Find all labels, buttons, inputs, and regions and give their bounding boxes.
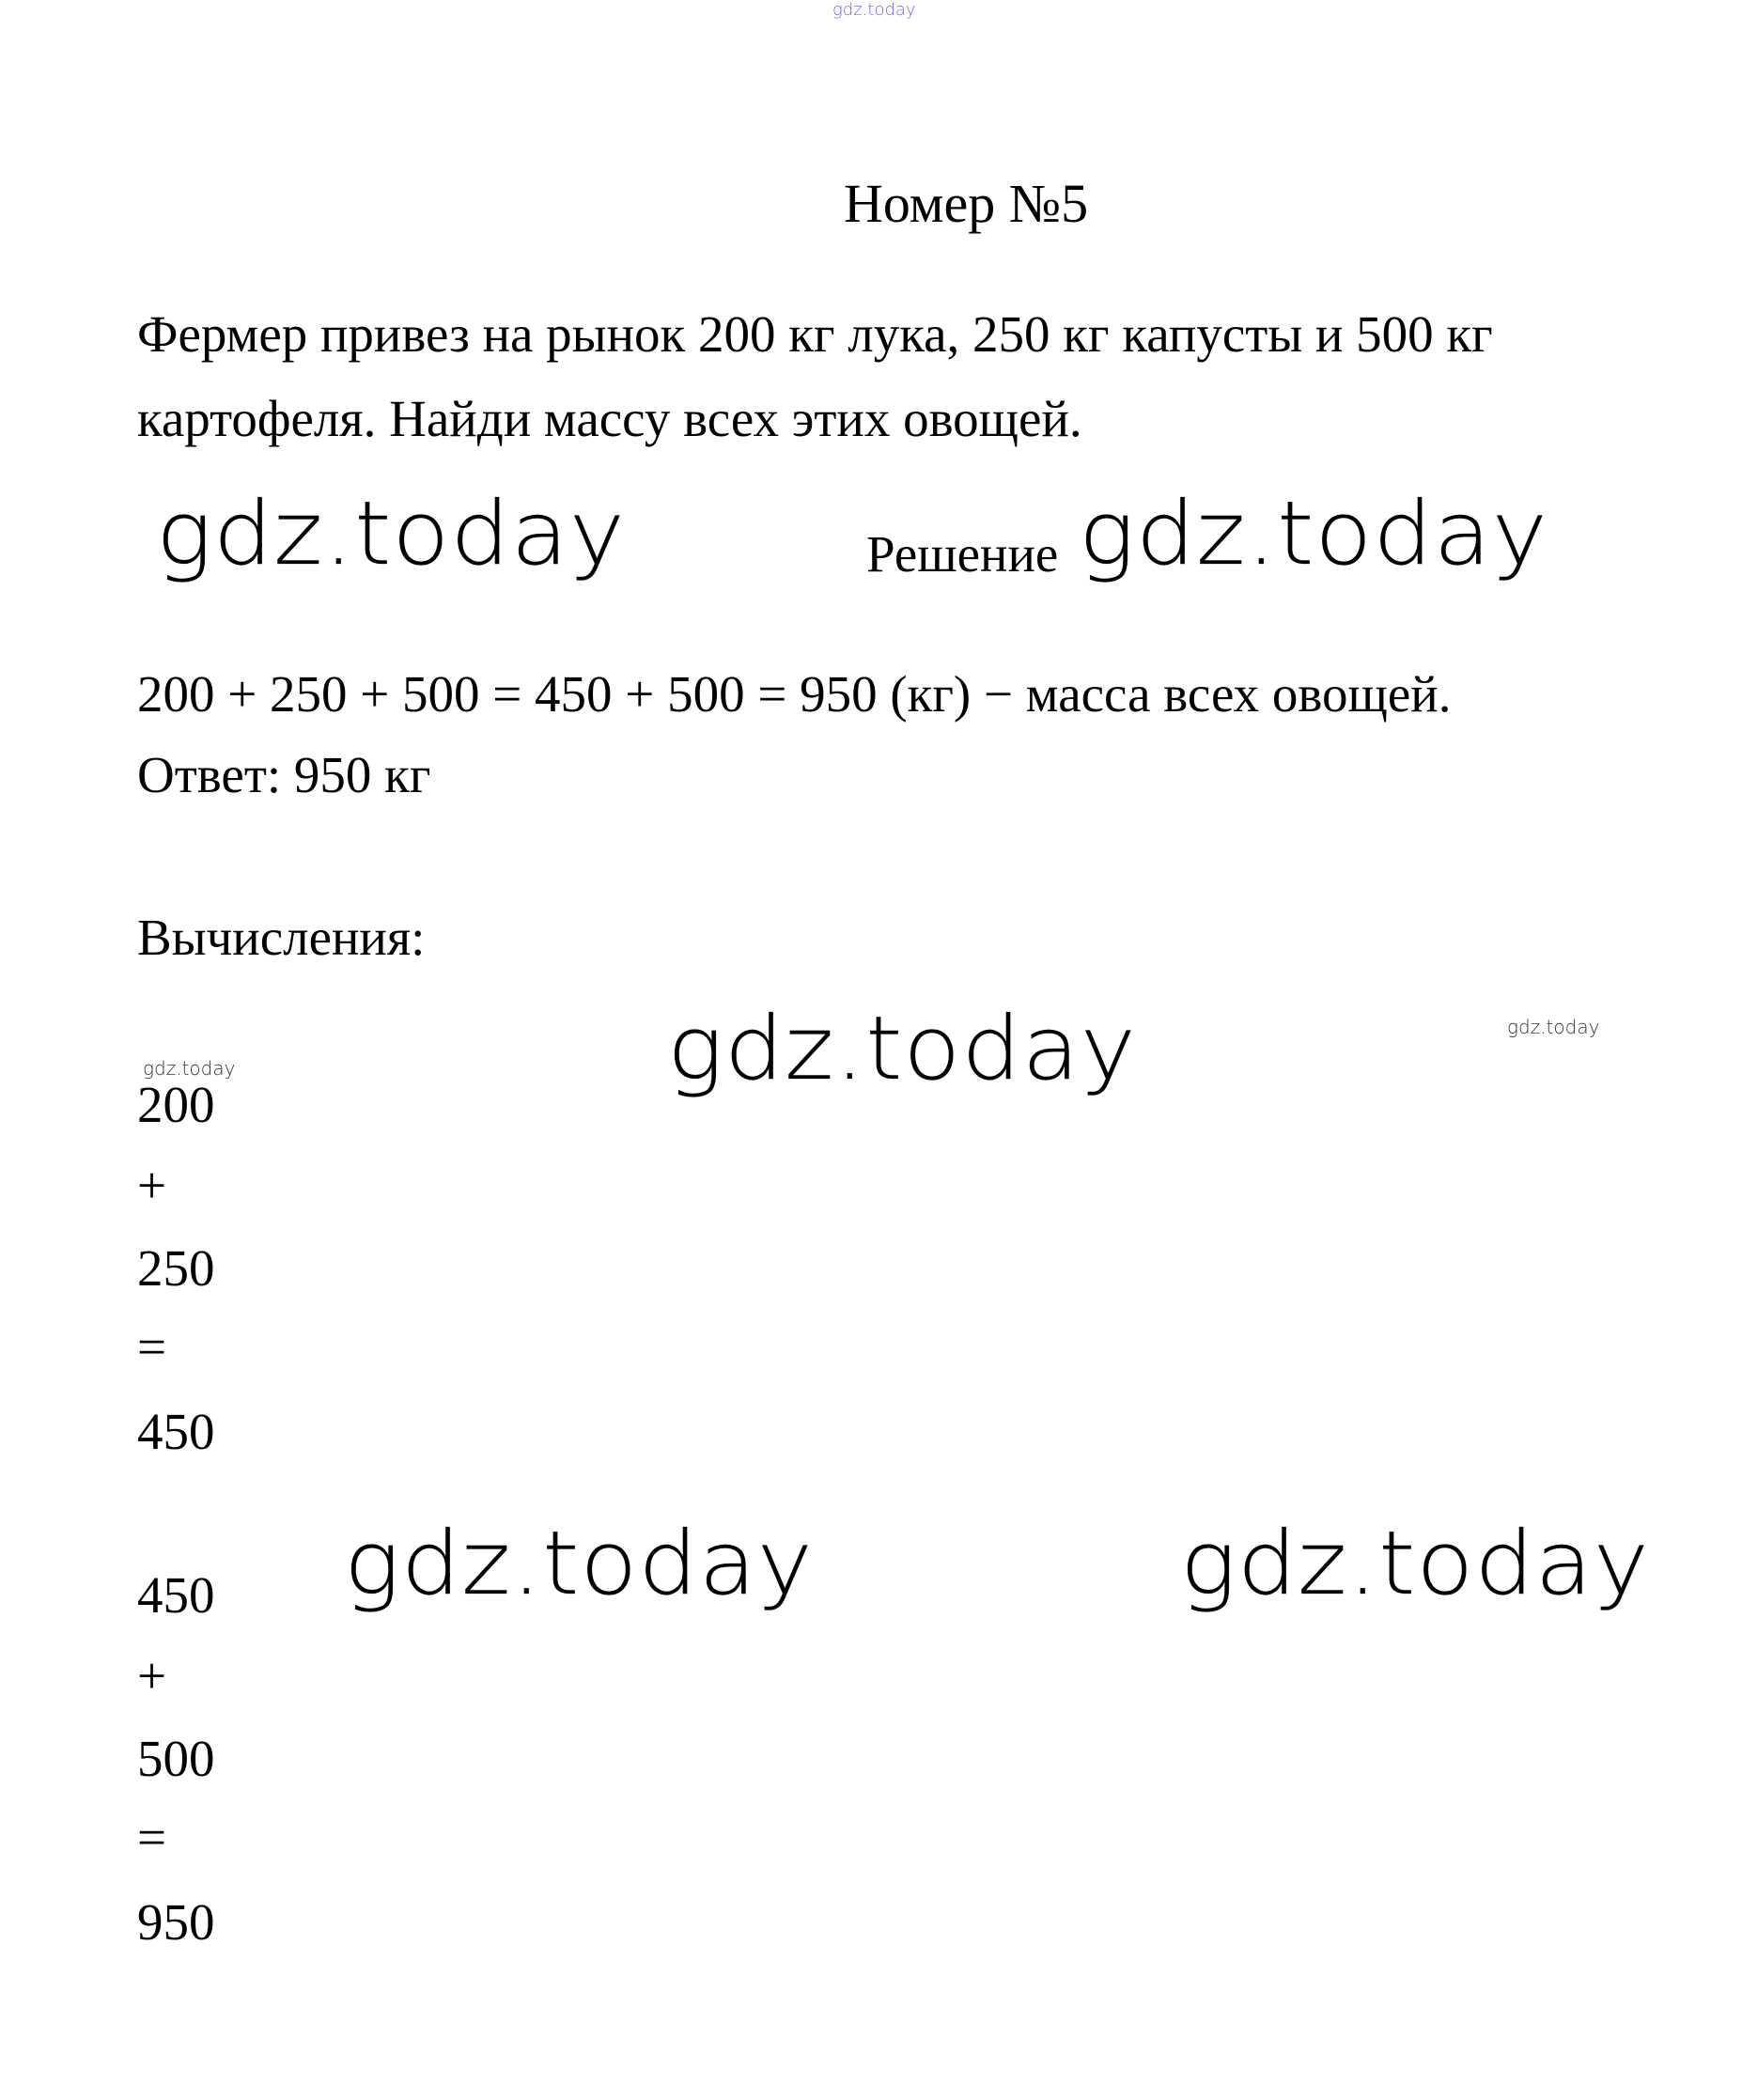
watermark: gdz.today [156,483,626,585]
problem-line-1: Фермер привез на рынок 200 кг лука, 250 кг капусты и 500 кг [137,305,1493,363]
calc-1-operator: + [137,1157,167,1214]
watermark-small: gdz.today [1507,1016,1600,1038]
calc-2-operator: + [137,1647,167,1704]
calc-2-equals: = [137,1809,167,1866]
calc-2-operand-b: 500 [137,1730,215,1787]
watermark-small: gdz.today [143,1057,236,1080]
answer: Ответ: 950 кг [137,746,431,803]
page-title: Номер №5 [844,173,1089,234]
calc-1-operand-a: 200 [137,1076,215,1133]
watermark: gdz.today [1180,1513,1650,1615]
solution-equation: 200 + 250 + 500 = 450 + 500 = 950 (кг) − масса всех овощей. [137,665,1452,723]
watermark: gdz.today [1079,483,1548,585]
calc-2-operand-a: 450 [137,1566,215,1624]
watermark: gdz.today [667,998,1137,1100]
calc-1-result: 450 [137,1403,215,1460]
problem-line-2: картофеля. Найди массу всех этих овощей. [137,390,1082,447]
watermark: gdz.today [344,1513,814,1615]
calc-2-result: 950 [137,1893,215,1951]
solution-heading: Решение [866,525,1059,583]
calculations-heading: Вычисления: [137,909,426,966]
watermark-top: gdz.today [832,0,916,20]
calc-1-operand-b: 250 [137,1239,215,1297]
calc-1-equals: = [137,1318,167,1376]
